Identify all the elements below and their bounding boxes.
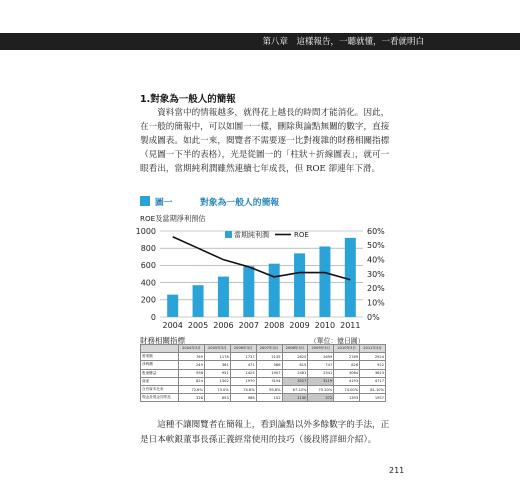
figure-title: 對象為一般人的簡報 — [200, 198, 280, 208]
bar — [243, 266, 254, 317]
table-cell: 922 — [360, 361, 386, 369]
table-cell: 3084 — [334, 369, 360, 377]
table-cell: 2789 — [334, 353, 360, 361]
legend-line-label: ROE — [294, 231, 309, 239]
table-cell: 3194 — [256, 377, 282, 385]
table-cell: 74.6% — [230, 385, 256, 393]
table-row — [141, 353, 386, 361]
table-cell: 1907 — [256, 369, 282, 377]
y-right-tick-label: 0% — [367, 312, 380, 322]
table-cell: 615 — [282, 361, 308, 369]
x-tick-label: 2007 — [238, 321, 259, 330]
table-cell: 2620 — [282, 353, 308, 361]
y-right-tick-label: 60% — [367, 226, 385, 236]
table-cell: 747 — [308, 361, 334, 369]
table-header-row — [141, 345, 386, 353]
table-cell: 81.10% — [360, 385, 386, 393]
table-cell: 693 — [204, 394, 230, 402]
table-header-cell: 2005年3月 — [204, 345, 230, 353]
table-cell: 152 — [256, 394, 282, 402]
table-row — [141, 369, 386, 377]
table-cell: 1957 — [360, 394, 386, 402]
legend-bar-swatch — [225, 231, 232, 238]
table-cell: 72.6% — [179, 385, 205, 393]
x-tick-label: 2008 — [264, 321, 285, 330]
x-tick-label: 2009 — [289, 321, 310, 330]
chapter-header: 第八章 這樣報告，一聽就懂，一看就明白 — [262, 37, 424, 47]
bar — [167, 295, 178, 317]
table-cell: 326 — [179, 394, 205, 402]
table-header-cell: 2006年3月 — [230, 345, 256, 353]
table-cell: 59.8% — [256, 385, 282, 393]
page-number: 211 — [389, 466, 405, 475]
table-header-cell: 2004年3月 — [179, 345, 205, 353]
table-header-cell: 2007年3月 — [256, 345, 282, 353]
y-right-tick-label: 50% — [367, 241, 385, 251]
x-tick-label: 2004 — [162, 321, 183, 330]
bar — [345, 238, 356, 317]
table-row — [141, 361, 386, 369]
bar — [319, 246, 330, 317]
y-right-tick-label: 40% — [367, 255, 385, 265]
table-cell: 3527 — [282, 377, 308, 385]
table-header-cell: 2009年3月 — [308, 345, 334, 353]
table-cell: 1970 — [230, 377, 256, 385]
table-cell: 73.0% — [204, 385, 230, 393]
table-cell: 824 — [179, 377, 205, 385]
bar — [294, 253, 305, 317]
header-bar — [0, 33, 520, 50]
y-left-tick-label: 400 — [140, 278, 156, 288]
table-cell: 3623 — [360, 369, 386, 377]
y-left-tick-label: 600 — [140, 261, 156, 271]
table-cell: 986 — [230, 394, 256, 402]
y-right-tick-label: 30% — [367, 269, 385, 279]
y-left-tick-label: 200 — [140, 295, 156, 305]
chart-heading: ROE及當期淨利預估 — [140, 214, 206, 223]
table-cell: 2341 — [308, 369, 334, 377]
table-cell: 2659 — [308, 353, 334, 361]
table-cell: 75.20% — [308, 385, 334, 393]
figure-caption — [140, 195, 400, 207]
table-row-label: 股東權益 — [141, 369, 179, 377]
table-cell: 1178 — [204, 353, 230, 361]
table-cell: 372 — [308, 394, 334, 402]
table-cell: 2135 — [256, 353, 282, 361]
table-cell: 586 — [256, 361, 282, 369]
table-cell: 2481 — [282, 369, 308, 377]
x-tick-label: 2010 — [314, 321, 336, 330]
table-title: 財務相關指標 — [140, 336, 185, 345]
x-tick-label: 2006 — [213, 321, 234, 330]
table-header-cell: 2011年3月 — [360, 345, 386, 353]
table-row — [141, 394, 386, 402]
table-cell: 1737 — [230, 353, 256, 361]
bar — [193, 285, 204, 317]
table-header-cell: 2010年3月 — [334, 345, 360, 353]
table-cell: 1130 — [282, 394, 308, 402]
body-text: 資料當中的情報越多，就得花上越長的時間才能消化。因此，在一般的簡報中，可以如圖一一樣，刪除與論點無關的數字，直接製成圖表。如此一來，閱覽者不需要逐一比對複雜的財務相關指標（見圖一下半的表格），光是從圖一的「柱狀＋折線圖表」，就可一眼看出，當期純利潤雖然連續七年成長，但 ROE 卻連年下滑。 — [140, 108, 390, 174]
table-cell: 1425 — [230, 369, 256, 377]
x-tick-label: 2005 — [187, 321, 209, 330]
table-row-label: 淨利潤 — [141, 361, 179, 369]
y-left-tick-label: 800 — [140, 244, 156, 253]
table-cell: 67.10% — [282, 385, 308, 393]
table-unit: （單位：億日圓） — [310, 337, 365, 345]
y-left-tick-label: 1000 — [135, 226, 156, 236]
y-left-tick-label: 0 — [150, 312, 156, 322]
table-row-label: 自有資本比率 — [141, 385, 179, 393]
table-cell: 3119 — [308, 377, 334, 385]
table-cell: 769 — [179, 353, 205, 361]
table-cell: 74.00% — [334, 385, 360, 393]
table-cell: 1393 — [334, 394, 360, 402]
y-right-tick-label: 10% — [367, 298, 385, 308]
body-paragraph — [140, 106, 390, 176]
x-tick-label: 2011 — [340, 321, 361, 330]
table-header-cell — [141, 345, 179, 353]
table-cell: 598 — [179, 369, 205, 377]
table-row-label: 現金及現金同等品 — [141, 394, 179, 402]
combo-chart — [120, 222, 400, 334]
table-row — [141, 385, 386, 393]
table-row — [141, 377, 386, 385]
table-row-label: 營業額 — [141, 353, 179, 361]
bar — [218, 277, 229, 317]
table-cell: 249 — [179, 361, 205, 369]
table-cell: 471 — [230, 361, 256, 369]
table-header-cell: 2008年3月 — [282, 345, 308, 353]
figure-label: 圖一 — [155, 198, 173, 208]
table-cell: 951 — [204, 369, 230, 377]
table-cell: 361 — [204, 361, 230, 369]
table-cell: 826 — [334, 361, 360, 369]
table-cell: 4717 — [360, 377, 386, 385]
bar — [269, 264, 280, 317]
y-right-tick-label: 20% — [367, 284, 385, 294]
legend-bar-label: 當期純利潤 — [234, 231, 269, 239]
footer-text: 這種不讓閱覽者在簡報上，看到論點以外多餘數字的手法，正是日本軟銀董事長孫正義經常使用的技巧（後段將詳細介紹）。 — [140, 420, 390, 445]
section-title: 1.對象為一般人的簡報 — [140, 94, 236, 105]
financial-indicators-table — [140, 344, 386, 402]
figure-marker-icon — [140, 196, 150, 206]
table-row-label: 資產 — [141, 377, 179, 385]
table-cell: 4193 — [334, 377, 360, 385]
footer-paragraph — [140, 418, 392, 448]
table-cell: 2924 — [360, 353, 386, 361]
table-cell: 1302 — [204, 377, 230, 385]
